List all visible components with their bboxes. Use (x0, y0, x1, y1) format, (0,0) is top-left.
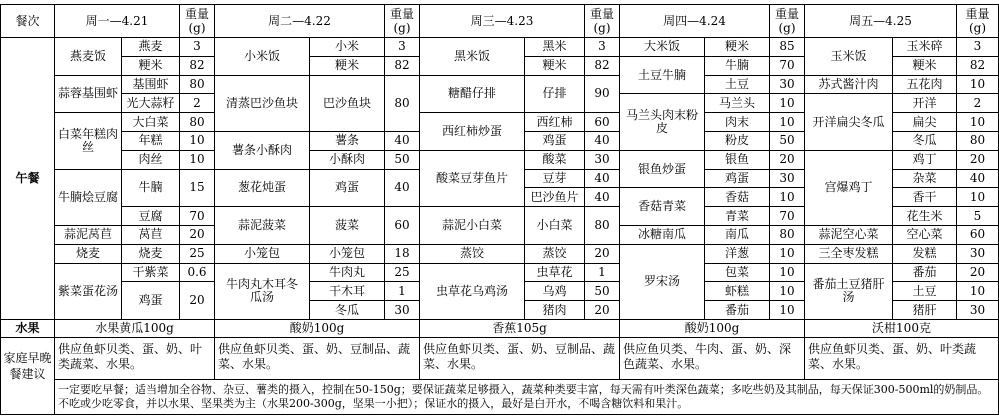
ingredient-name: 豆腐 (122, 207, 180, 226)
ingredient-name: 扁尖 (893, 113, 957, 132)
ingredient-name: 虾糕 (705, 282, 770, 301)
ingredient-name: 小酥肉 (310, 151, 385, 170)
ingredient-name: 莴苣 (122, 226, 180, 245)
ingredient-name: 冬瓜 (893, 132, 957, 151)
ingredient-weight: 70 (770, 57, 805, 76)
dish-name: 烧麦 (55, 245, 122, 264)
lunch-label: 午餐 (1, 38, 55, 320)
ingredient-name: 玉米碎 (893, 38, 957, 57)
family-advice-label: 家庭早晚餐建议 (1, 338, 55, 415)
ingredient-weight: 40 (957, 170, 999, 189)
menu-table (0, 4, 999, 415)
dish-name: 土豆牛腩 (620, 57, 705, 95)
ingredient-name: 牛腩 (705, 57, 770, 76)
ingredient-name: 南瓜 (705, 226, 770, 245)
ingredient-weight: 50 (385, 151, 420, 170)
ingredient-name: 酸菜 (525, 151, 585, 170)
ingredient-name: 香菇 (705, 188, 770, 207)
ingredient-weight: 10 (957, 113, 999, 132)
ingredient-name: 虫草花 (525, 264, 585, 283)
fruit-item: 沃柑100克 (805, 320, 999, 338)
ingredient-weight: 3 (180, 38, 215, 57)
ingredient-name: 巴沙鱼块 (310, 76, 385, 132)
ingredient-weight: 80 (585, 207, 620, 245)
ingredient-weight: 50 (585, 282, 620, 301)
ingredient-name: 香干 (893, 188, 957, 207)
ingredient-name: 包菜 (705, 264, 770, 283)
dish-name: 薯条小酥肉 (215, 132, 310, 170)
ingredient-name: 鸡丁 (893, 151, 957, 170)
ingredient-name: 西红柿 (525, 113, 585, 132)
ingredient-name: 银鱼 (705, 151, 770, 170)
ingredient-name: 牛腩 (122, 170, 180, 208)
ingredient-weight: 10 (957, 188, 999, 207)
dish-name: 虫草花乌鸡汤 (420, 264, 525, 320)
ingredient-weight: 3 (385, 38, 420, 57)
ingredient-name: 乌鸡 (525, 282, 585, 301)
ingredient-weight: 30 (770, 170, 805, 189)
dish-name: 大米饭 (620, 38, 705, 57)
ingredient-name: 鸡蛋 (525, 132, 585, 151)
family-advice-item: 供应鱼虾贝类、蛋、奶、叶类蔬菜、水果。 (805, 338, 999, 380)
ingredient-weight: 20 (180, 226, 215, 245)
ingredient-weight: 15 (180, 170, 215, 208)
weight-header: 重量(g) (957, 5, 999, 38)
fruit-item: 水果黄瓜100g (55, 320, 215, 338)
dish-name: 蒜泥菠菜 (215, 207, 310, 245)
ingredient-weight: 82 (385, 57, 420, 76)
day-header: 周三—4.23 (420, 5, 585, 38)
ingredient-name: 粉皮 (705, 132, 770, 151)
ingredient-name: 年糕 (122, 132, 180, 151)
dish-name: 糖醋仔排 (420, 76, 525, 114)
ingredient-name: 黑米 (525, 38, 585, 57)
dish-name: 蒜泥小白菜 (420, 207, 525, 245)
dish-name: 燕麦饭 (55, 38, 122, 76)
ingredient-weight: 40 (385, 132, 420, 151)
family-advice-item: 供应鱼虾贝类、蛋、奶、叶类蔬菜、水果。 (55, 338, 215, 380)
ingredient-weight: 10 (770, 188, 805, 207)
dish-name: 开洋扁尖冬瓜 (805, 94, 893, 150)
ingredient-weight: 10 (957, 76, 999, 95)
dish-name: 冰糖南瓜 (620, 226, 705, 245)
ingredient-name: 马兰头 (705, 94, 770, 113)
dish-name: 小米饭 (215, 38, 310, 76)
ingredient-name: 粳米 (122, 57, 180, 76)
ingredient-name: 花生米 (893, 207, 957, 226)
ingredient-weight: 80 (957, 132, 999, 151)
dish-name: 蒜泥莴苣 (55, 226, 122, 245)
ingredient-weight: 1 (385, 282, 420, 301)
ingredient-name: 肉末 (705, 113, 770, 132)
day-header: 周四—4.24 (620, 5, 770, 38)
ingredient-weight: 60 (385, 207, 420, 245)
weight-header: 重量(g) (770, 5, 805, 38)
ingredient-weight: 82 (957, 57, 999, 76)
family-advice-item: 供应鱼虾贝类、蛋、奶、豆制品、蔬菜、水果。 (420, 338, 620, 380)
day-header: 周一—4.21 (55, 5, 180, 38)
ingredient-name: 五花肉 (893, 76, 957, 95)
ingredient-weight: 40 (585, 132, 620, 151)
ingredient-name: 粳米 (893, 57, 957, 76)
ingredient-name: 烧麦 (122, 245, 180, 264)
ingredient-name: 杂菜 (893, 170, 957, 189)
ingredient-weight: 10 (770, 282, 805, 301)
weight-header: 重量(g) (585, 5, 620, 38)
dish-name: 罗宋汤 (620, 245, 705, 320)
ingredient-name: 巴沙鱼片 (525, 188, 585, 207)
advice-note: 一定要吃早餐；适当增加全谷物、杂豆、薯类的摄入，控制在50-150g；要保证蔬菜足够摄入，蔬菜种类要丰富，每天需有叶类深色蔬菜；多吃些奶及其制品，每天保证300-500ml的奶制品。 (58, 382, 989, 396)
ingredient-weight: 30 (957, 301, 999, 320)
ingredient-name: 鸡蛋 (705, 170, 770, 189)
day-header: 周二—4.22 (215, 5, 385, 38)
fruit-label: 水果 (1, 320, 55, 338)
ingredient-weight: 50 (770, 132, 805, 151)
ingredient-weight: 0.6 (180, 264, 215, 283)
ingredient-weight: 10 (770, 245, 805, 264)
ingredient-weight: 1 (585, 264, 620, 283)
ingredient-weight: 20 (957, 151, 999, 170)
dish-name: 紫菜蛋花汤 (55, 264, 122, 320)
ingredient-name: 猪肝 (893, 301, 957, 320)
ingredient-name: 薯条 (310, 132, 385, 151)
fruit-item: 香蕉105g (420, 320, 620, 338)
ingredient-name: 番茄 (705, 301, 770, 320)
dish-name: 番茄土豆猪肝汤 (805, 264, 893, 320)
ingredient-name: 开洋 (893, 94, 957, 113)
ingredient-weight: 18 (385, 245, 420, 264)
ingredient-name: 燕麦 (122, 38, 180, 57)
ingredient-weight: 80 (180, 113, 215, 132)
ingredient-weight: 40 (585, 170, 620, 189)
ingredient-weight: 20 (585, 245, 620, 264)
ingredient-weight: 80 (385, 76, 420, 132)
ingredient-weight: 20 (957, 264, 999, 283)
ingredient-name: 豆芽 (525, 170, 585, 189)
ingredient-weight: 3 (585, 38, 620, 57)
weight-header: 重量(g) (385, 5, 420, 38)
ingredient-weight: 70 (770, 207, 805, 226)
ingredient-weight: 90 (585, 76, 620, 114)
dish-name: 黑米饭 (420, 38, 525, 76)
ingredient-weight: 40 (385, 170, 420, 208)
dish-name: 牛腩烩豆腐 (55, 170, 122, 226)
ingredient-weight: 25 (180, 245, 215, 264)
dish-name: 蒸饺 (420, 245, 525, 264)
ingredient-name: 土豆 (893, 282, 957, 301)
ingredient-weight: 82 (180, 57, 215, 76)
ingredient-name: 青菜 (705, 207, 770, 226)
ingredient-name: 发糕 (893, 245, 957, 264)
fruit-item: 酸奶100g (620, 320, 805, 338)
ingredient-name: 牛肉丸 (310, 264, 385, 283)
dish-name: 蒜蓉基围虾 (55, 76, 122, 114)
ingredient-name: 仔排 (525, 76, 585, 114)
ingredient-weight: 10 (770, 94, 805, 113)
ingredient-name: 鸡蛋 (122, 282, 180, 320)
ingredient-name: 小白菜 (525, 207, 585, 245)
dish-name: 蒜泥空心菜 (805, 226, 893, 245)
dish-name: 牛肉丸木耳冬瓜汤 (215, 264, 310, 320)
ingredient-weight: 10 (770, 113, 805, 132)
ingredient-weight: 85 (770, 38, 805, 57)
ingredient-name: 菠菜 (310, 207, 385, 245)
dish-name: 酸菜豆芽鱼片 (420, 151, 525, 207)
family-advice-item: 供应鱼贝类、牛肉、蛋、奶、深色蔬菜、水果。 (620, 338, 805, 380)
dish-name: 香菇青菜 (620, 188, 705, 226)
ingredient-name: 番茄 (893, 264, 957, 283)
dish-name: 清蒸巴沙鱼块 (215, 76, 310, 132)
ingredient-name: 蒸饺 (525, 245, 585, 264)
ingredient-name: 基围虾 (122, 76, 180, 95)
dish-name: 银鱼炒蛋 (620, 151, 705, 189)
advice-note: 不吃或少吃零食，并以水果、坚果类为主（水果200-300g，坚果一小把）；保证水的摄入，最好是白开水，不喝含糖饮料和果汁。 (58, 396, 689, 410)
ingredient-weight: 30 (585, 151, 620, 170)
ingredient-name: 粳米 (525, 57, 585, 76)
ingredient-weight: 80 (770, 226, 805, 245)
ingredient-weight: 10 (180, 132, 215, 151)
meal-header: 餐次 (1, 5, 55, 38)
ingredient-name: 粳米 (705, 38, 770, 57)
ingredient-weight: 60 (957, 226, 999, 245)
dish-name: 西红柿炒蛋 (420, 113, 525, 151)
ingredient-weight: 3 (957, 38, 999, 57)
dish-name: 葱花炖蛋 (215, 170, 310, 208)
ingredient-weight: 82 (585, 57, 620, 76)
ingredient-weight: 30 (770, 76, 805, 95)
ingredient-name: 粳米 (310, 57, 385, 76)
ingredient-weight: 5 (957, 207, 999, 226)
ingredient-name: 干木耳 (310, 282, 385, 301)
ingredient-weight: 30 (385, 301, 420, 320)
ingredient-weight: 20 (180, 282, 215, 320)
ingredient-weight: 80 (180, 76, 215, 95)
dish-name: 马兰头肉末粉皮 (620, 94, 705, 150)
ingredient-name: 鸡蛋 (310, 170, 385, 208)
ingredient-name: 光大蒜籽 (122, 94, 180, 113)
family-advice-item: 供应鱼虾贝类、蛋、奶、豆制品、蔬菜、水果。 (215, 338, 420, 380)
ingredient-weight: 20 (585, 301, 620, 320)
dish-name: 宫爆鸡丁 (805, 151, 893, 226)
ingredient-name: 大白菜 (122, 113, 180, 132)
ingredient-name: 干紫菜 (122, 264, 180, 283)
ingredient-name: 洋葱 (705, 245, 770, 264)
ingredient-weight: 2 (180, 94, 215, 113)
ingredient-name: 肉丝 (122, 151, 180, 170)
family-advice-notes (55, 380, 999, 415)
dish-name: 苏式酱汁肉 (805, 76, 893, 95)
ingredient-weight: 25 (385, 264, 420, 283)
ingredient-weight: 10 (770, 264, 805, 283)
ingredient-weight: 70 (180, 207, 215, 226)
day-header: 周五—4.25 (805, 5, 957, 38)
dish-name: 玉米饭 (805, 38, 893, 76)
ingredient-name: 猪肉 (525, 301, 585, 320)
ingredient-name: 空心菜 (893, 226, 957, 245)
dish-name: 三全枣发糕 (805, 245, 893, 264)
ingredient-weight: 10 (957, 282, 999, 301)
ingredient-weight: 20 (770, 151, 805, 170)
weight-header: 重量(g) (180, 5, 215, 38)
ingredient-weight: 40 (585, 188, 620, 207)
dish-name: 小笼包 (215, 245, 310, 264)
fruit-item: 酸奶100g (215, 320, 420, 338)
ingredient-name: 土豆 (705, 76, 770, 95)
ingredient-name: 小米 (310, 38, 385, 57)
ingredient-name: 小笼包 (310, 245, 385, 264)
dish-name: 白菜年糕肉丝 (55, 113, 122, 169)
ingredient-weight: 30 (957, 245, 999, 264)
ingredient-weight: 2 (957, 94, 999, 113)
ingredient-weight: 10 (180, 151, 215, 170)
ingredient-weight: 10 (770, 301, 805, 320)
ingredient-weight: 60 (585, 113, 620, 132)
ingredient-name: 冬瓜 (310, 301, 385, 320)
